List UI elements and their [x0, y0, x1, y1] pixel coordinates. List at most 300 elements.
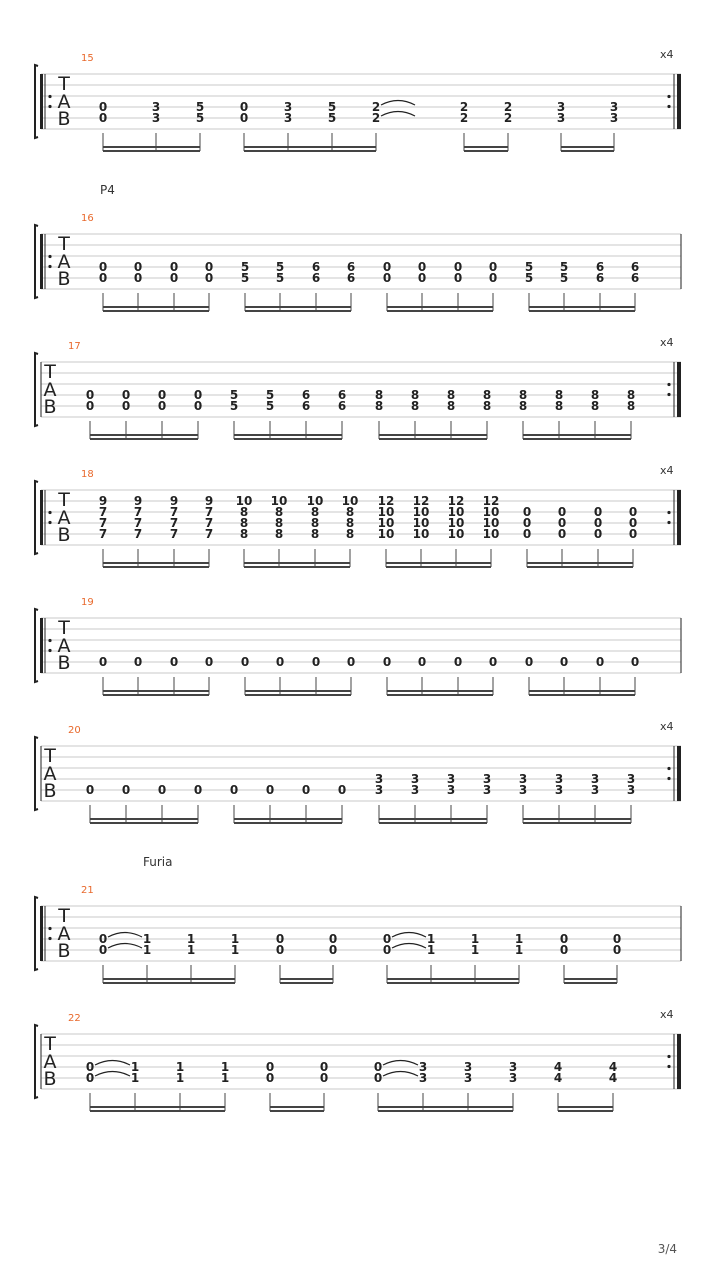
fret-number: 9: [133, 494, 143, 508]
fret-number: 0: [169, 271, 179, 285]
fret-number: 6: [595, 271, 605, 285]
fret-number: 3: [482, 783, 492, 797]
fret-number: 0: [157, 783, 167, 797]
fret-number: 3: [626, 783, 636, 797]
fret-number: 10: [447, 527, 465, 541]
fret-number: 5: [524, 271, 534, 285]
beam-lower: [561, 150, 614, 152]
beam-upper: [564, 978, 617, 980]
fret-number: 10: [412, 516, 430, 530]
fret-number: 8: [518, 399, 528, 413]
tie-arc: [392, 944, 426, 949]
beam-lower: [386, 566, 491, 568]
fret-number: 3: [463, 1060, 473, 1074]
beam-lower: [527, 566, 633, 568]
fret-number: 0: [157, 388, 167, 402]
measure-number: 15: [81, 53, 94, 64]
fret-number: 0: [559, 655, 569, 669]
system-bracket: [35, 225, 38, 298]
fret-number: 1: [470, 932, 480, 946]
repeat-dot: [667, 1055, 670, 1058]
beam-lower: [270, 1110, 324, 1112]
beam-upper: [386, 562, 491, 564]
fret-number: 0: [240, 655, 250, 669]
fret-number: 6: [595, 260, 605, 274]
beam-lower: [378, 1110, 513, 1112]
fret-number: 0: [593, 505, 603, 519]
beam-lower: [245, 694, 351, 696]
beam-lower: [379, 438, 487, 440]
fret-number: 0: [612, 932, 622, 946]
tab-clef-a: A: [57, 91, 71, 113]
fret-number: 0: [265, 1060, 275, 1074]
fret-number: 0: [169, 260, 179, 274]
fret-number: 5: [275, 271, 285, 285]
beam-upper: [103, 690, 209, 692]
fret-number: 8: [239, 527, 249, 541]
fret-number: 8: [554, 388, 564, 402]
beam-upper: [529, 690, 635, 692]
repeat-dot: [667, 105, 670, 108]
beam-upper: [387, 306, 493, 308]
repeat-end-thick-bar: [677, 1034, 681, 1089]
fret-number: 10: [270, 494, 288, 508]
fret-number: 3: [151, 111, 161, 125]
beam-lower: [564, 982, 617, 984]
fret-number: 0: [557, 527, 567, 541]
fret-number: 9: [98, 494, 108, 508]
fret-number: 6: [346, 260, 356, 274]
fret-number: 0: [204, 655, 214, 669]
fret-number: 1: [230, 932, 240, 946]
tie-arc: [108, 944, 142, 949]
fret-number: 0: [229, 783, 239, 797]
repeat-dot: [48, 937, 51, 940]
beam-upper: [280, 978, 333, 980]
fret-number: 0: [204, 260, 214, 274]
fret-number: 8: [345, 505, 355, 519]
beam-lower: [234, 822, 342, 824]
beam-upper: [103, 146, 200, 148]
fret-number: 6: [346, 271, 356, 285]
repeat-dot: [667, 383, 670, 386]
fret-number: 12: [412, 494, 430, 508]
fret-number: 8: [310, 527, 320, 541]
tab-clef-a: A: [57, 507, 71, 529]
repeat-start-thick-bar: [40, 618, 43, 673]
fret-number: 1: [514, 943, 524, 957]
fret-number: 5: [559, 260, 569, 274]
beam-lower: [529, 310, 635, 312]
repeat-dot: [667, 767, 670, 770]
fret-number: 1: [426, 943, 436, 957]
system-bracket: [35, 897, 38, 970]
fret-number: 6: [301, 388, 311, 402]
tab-clef-a: A: [57, 635, 71, 657]
fret-number: 10: [447, 516, 465, 530]
fret-number: 8: [410, 399, 420, 413]
fret-number: 3: [418, 1071, 428, 1085]
fret-number: 7: [133, 516, 143, 530]
fret-number: 6: [337, 388, 347, 402]
repeat-dot: [48, 511, 51, 514]
repeat-dot: [48, 649, 51, 652]
fret-number: 5: [265, 388, 275, 402]
fret-number: 0: [85, 399, 95, 413]
fret-number: 0: [328, 932, 338, 946]
fret-number: 3: [590, 772, 600, 786]
tab-clef-t: T: [58, 233, 70, 255]
fret-number: 0: [612, 943, 622, 957]
fret-number: 2: [503, 111, 513, 125]
beam-lower: [529, 694, 635, 696]
fret-number: 7: [169, 505, 179, 519]
fret-number: 0: [559, 943, 569, 957]
fret-number: 0: [98, 932, 108, 946]
system-bracket: [35, 737, 38, 810]
fret-number: 0: [133, 260, 143, 274]
fret-number: 5: [275, 260, 285, 274]
fret-number: 1: [175, 1060, 185, 1074]
fret-number: 3: [410, 772, 420, 786]
fret-number: 3: [556, 100, 566, 114]
fret-number: 10: [447, 505, 465, 519]
repeat-dot: [48, 521, 51, 524]
fret-number: 1: [220, 1060, 230, 1074]
fret-number: 3: [151, 100, 161, 114]
tab-clef-a: A: [43, 379, 57, 401]
fret-number: 3: [446, 783, 456, 797]
fret-number: 0: [488, 260, 498, 274]
fret-number: 1: [130, 1060, 140, 1074]
fret-number: 0: [98, 260, 108, 274]
fret-number: 4: [608, 1071, 618, 1085]
fret-number: 3: [374, 783, 384, 797]
fret-number: 7: [133, 527, 143, 541]
fret-number: 0: [453, 271, 463, 285]
fret-number: 0: [453, 655, 463, 669]
beam-upper: [103, 978, 235, 980]
fret-number: 0: [265, 1071, 275, 1085]
fret-number: 0: [559, 932, 569, 946]
fret-number: 0: [382, 932, 392, 946]
beam-upper: [523, 434, 631, 436]
fret-number: 8: [345, 516, 355, 530]
fret-number: 5: [240, 260, 250, 274]
tab-clef-b: B: [57, 524, 71, 546]
measure-number: 19: [81, 597, 94, 608]
fret-number: 0: [133, 271, 143, 285]
tie-arc: [381, 112, 415, 117]
repeat-dot: [667, 511, 670, 514]
fret-number: 8: [518, 388, 528, 402]
fret-number: 0: [417, 655, 427, 669]
repeat-start-thick-bar: [40, 490, 43, 545]
fret-number: 8: [374, 399, 384, 413]
fret-number: 0: [557, 505, 567, 519]
fret-number: 0: [85, 1071, 95, 1085]
fret-number: 8: [554, 399, 564, 413]
fret-number: 0: [98, 271, 108, 285]
fret-number: 7: [204, 505, 214, 519]
fret-number: 0: [488, 655, 498, 669]
beam-upper: [244, 562, 350, 564]
beam-lower: [387, 694, 493, 696]
tab-clef-b: B: [43, 780, 57, 802]
beam-lower: [558, 1110, 613, 1112]
beam-upper: [103, 562, 209, 564]
fret-number: 1: [230, 943, 240, 957]
beam-upper: [90, 818, 198, 820]
fret-number: 8: [239, 505, 249, 519]
fret-number: 6: [311, 271, 321, 285]
fret-number: 1: [220, 1071, 230, 1085]
fret-number: 0: [157, 399, 167, 413]
measure-number: 18: [81, 469, 94, 480]
measure-number: 20: [68, 725, 81, 736]
fret-number: 3: [609, 100, 619, 114]
repeat-dot: [667, 777, 670, 780]
fret-number: 1: [514, 932, 524, 946]
fret-number: 0: [275, 943, 285, 957]
fret-number: 0: [169, 655, 179, 669]
fret-number: 8: [239, 516, 249, 530]
fret-number: 3: [554, 783, 564, 797]
beam-upper: [387, 978, 519, 980]
beam-upper: [523, 818, 631, 820]
system-bracket: [35, 1025, 38, 1098]
tab-clef-b: B: [43, 1068, 57, 1090]
measure-number: 17: [68, 341, 81, 352]
fret-number: 0: [373, 1071, 383, 1085]
fret-number: 0: [98, 100, 108, 114]
fret-number: 0: [382, 655, 392, 669]
fret-number: 5: [524, 260, 534, 274]
tie-arc: [95, 1061, 130, 1066]
fret-number: 0: [311, 655, 321, 669]
beam-lower: [103, 566, 209, 568]
fret-number: 0: [193, 388, 203, 402]
fret-number: 3: [556, 111, 566, 125]
fret-number: 0: [337, 783, 347, 797]
tie-arc: [108, 933, 142, 938]
fret-number: 10: [482, 527, 500, 541]
beam-lower: [103, 150, 200, 152]
beam-upper: [527, 562, 633, 564]
beam-lower: [90, 438, 198, 440]
fret-number: 3: [283, 100, 293, 114]
beam-lower: [234, 438, 342, 440]
fret-number: 7: [98, 527, 108, 541]
beam-lower: [523, 822, 631, 824]
beam-upper: [234, 434, 342, 436]
fret-number: 0: [630, 655, 640, 669]
fret-number: 8: [446, 399, 456, 413]
fret-number: 1: [186, 943, 196, 957]
page-number: 3/4: [657, 1242, 677, 1256]
tab-clef-b: B: [57, 652, 71, 674]
tie-arc: [383, 1072, 418, 1077]
fret-number: 0: [453, 260, 463, 274]
beam-upper: [244, 146, 376, 148]
beam-upper: [245, 306, 351, 308]
beam-lower: [280, 982, 333, 984]
fret-number: 5: [229, 399, 239, 413]
fret-number: 3: [410, 783, 420, 797]
fret-number: 2: [459, 111, 469, 125]
beam-lower: [244, 150, 376, 152]
tab-clef-a: A: [57, 923, 71, 945]
beam-upper: [387, 690, 493, 692]
fret-number: 0: [265, 783, 275, 797]
beam-lower: [90, 822, 198, 824]
fret-number: 5: [327, 100, 337, 114]
beam-upper: [558, 1106, 613, 1108]
beam-lower: [523, 438, 631, 440]
fret-number: 12: [377, 494, 395, 508]
fret-number: 0: [239, 111, 249, 125]
fret-number: 10: [235, 494, 253, 508]
fret-number: 8: [590, 399, 600, 413]
fret-number: 0: [85, 388, 95, 402]
fret-number: 0: [382, 943, 392, 957]
fret-number: 0: [85, 1060, 95, 1074]
fret-number: 0: [373, 1060, 383, 1074]
fret-number: 1: [142, 932, 152, 946]
beam-upper: [234, 818, 342, 820]
repeat-dot: [48, 927, 51, 930]
fret-number: 3: [554, 772, 564, 786]
fret-number: 2: [459, 100, 469, 114]
fret-number: 1: [186, 932, 196, 946]
fret-number: 0: [522, 516, 532, 530]
repeat-dot: [667, 393, 670, 396]
fret-number: 5: [229, 388, 239, 402]
fret-number: 2: [371, 100, 381, 114]
section-label: Furia: [143, 855, 173, 869]
tab-clef-t: T: [58, 905, 70, 927]
beam-lower: [103, 982, 235, 984]
repeat-end-thick-bar: [677, 490, 681, 545]
fret-number: 0: [557, 516, 567, 530]
beam-upper: [379, 818, 487, 820]
fret-number: 7: [204, 527, 214, 541]
fret-number: 1: [175, 1071, 185, 1085]
beam-lower: [90, 1110, 225, 1112]
fret-number: 10: [482, 505, 500, 519]
system-bracket: [35, 481, 38, 554]
fret-number: 5: [195, 100, 205, 114]
fret-number: 0: [346, 655, 356, 669]
tab-clef-a: A: [43, 763, 57, 785]
fret-number: 0: [628, 516, 638, 530]
fret-number: 7: [98, 505, 108, 519]
fret-number: 0: [593, 516, 603, 530]
beam-upper: [245, 690, 351, 692]
repeat-count: x4: [660, 464, 674, 477]
tab-clef-t: T: [44, 361, 56, 383]
fret-number: 0: [524, 655, 534, 669]
fret-number: 9: [169, 494, 179, 508]
repeat-dot: [667, 1065, 670, 1068]
section-label: P4: [100, 183, 115, 197]
fret-number: 3: [418, 1060, 428, 1074]
beam-lower: [103, 310, 209, 312]
repeat-dot: [48, 95, 51, 98]
fret-number: 8: [482, 388, 492, 402]
fret-number: 3: [374, 772, 384, 786]
measure-number: 22: [68, 1013, 81, 1024]
fret-number: 3: [518, 783, 528, 797]
beam-upper: [379, 434, 487, 436]
fret-number: 8: [590, 388, 600, 402]
fret-number: 5: [265, 399, 275, 413]
fret-number: 3: [518, 772, 528, 786]
tab-clef-b: B: [43, 396, 57, 418]
fret-number: 0: [382, 260, 392, 274]
tab-clef-t: T: [58, 617, 70, 639]
measure-number: 21: [81, 885, 94, 896]
fret-number: 8: [374, 388, 384, 402]
fret-number: 0: [121, 388, 131, 402]
fret-number: 0: [275, 655, 285, 669]
fret-number: 7: [169, 527, 179, 541]
beam-lower: [244, 566, 350, 568]
fret-number: 10: [482, 516, 500, 530]
repeat-count: x4: [660, 48, 674, 61]
fret-number: 10: [377, 505, 395, 519]
tie-arc: [95, 1072, 130, 1077]
tab-clef-b: B: [57, 268, 71, 290]
fret-number: 10: [412, 527, 430, 541]
beam-lower: [464, 150, 508, 152]
fret-number: 7: [169, 516, 179, 530]
fret-number: 0: [193, 399, 203, 413]
fret-number: 5: [559, 271, 569, 285]
beam-lower: [103, 694, 209, 696]
fret-number: 8: [626, 388, 636, 402]
fret-number: 2: [503, 100, 513, 114]
beam-lower: [245, 310, 351, 312]
repeat-dot: [48, 265, 51, 268]
fret-number: 0: [595, 655, 605, 669]
tab-clef-a: A: [43, 1051, 57, 1073]
fret-number: 6: [337, 399, 347, 413]
fret-number: 8: [274, 505, 284, 519]
beam-upper: [529, 306, 635, 308]
fret-number: 6: [301, 399, 311, 413]
fret-number: 3: [508, 1071, 518, 1085]
fret-number: 10: [377, 516, 395, 530]
fret-number: 0: [328, 943, 338, 957]
beam-upper: [103, 306, 209, 308]
fret-number: 10: [377, 527, 395, 541]
fret-number: 0: [522, 527, 532, 541]
fret-number: 0: [133, 655, 143, 669]
beam-upper: [464, 146, 508, 148]
fret-number: 0: [319, 1071, 329, 1085]
repeat-end-thick-bar: [677, 74, 681, 129]
fret-number: 0: [121, 783, 131, 797]
repeat-start-thick-bar: [40, 906, 43, 961]
fret-number: 8: [310, 505, 320, 519]
system-bracket: [35, 65, 38, 138]
repeat-dot: [48, 105, 51, 108]
fret-number: 5: [240, 271, 250, 285]
fret-number: 4: [553, 1060, 563, 1074]
fret-number: 0: [301, 783, 311, 797]
fret-number: 0: [85, 783, 95, 797]
